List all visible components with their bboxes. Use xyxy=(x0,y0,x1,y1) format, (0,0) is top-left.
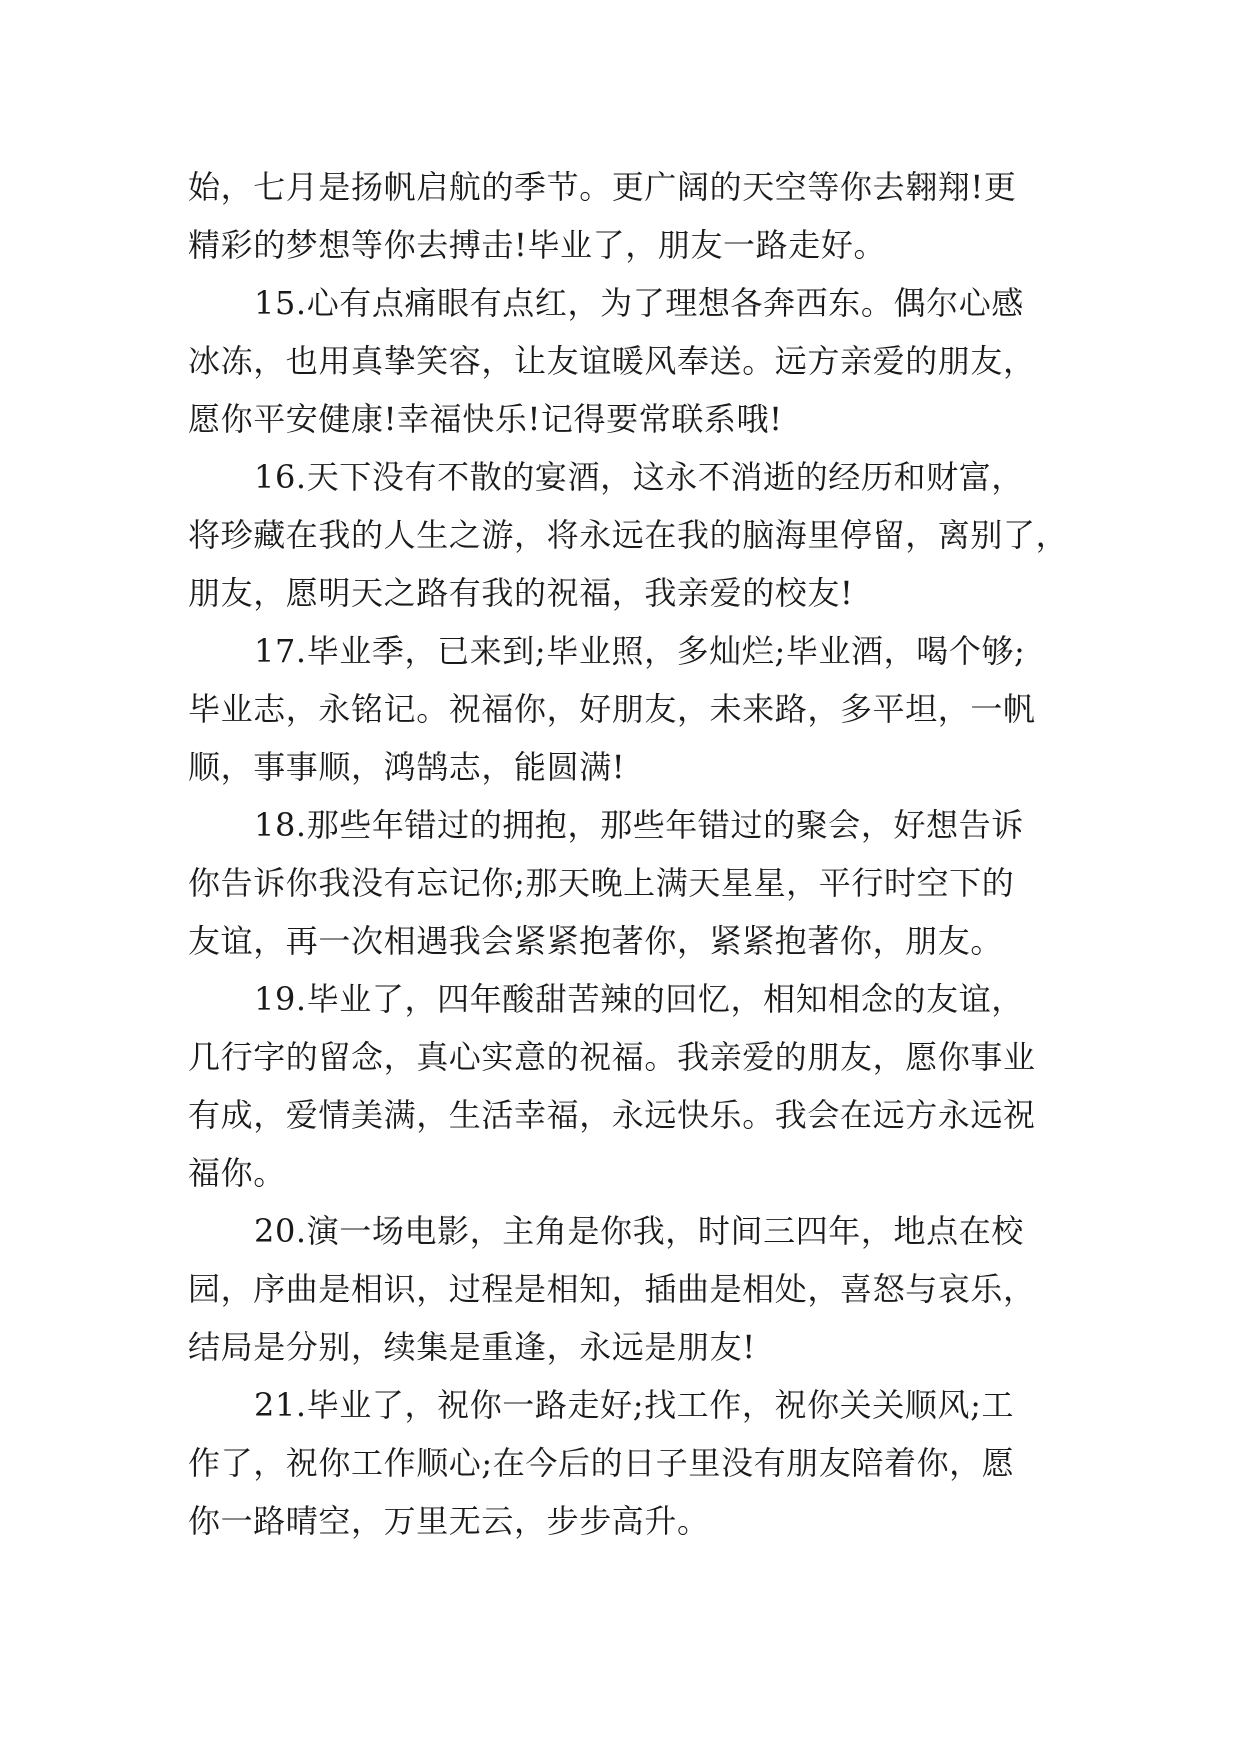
text-line: 始，七月是扬帆启航的季节。更广阔的天空等你去翱翔!更 xyxy=(188,168,1017,206)
text-line: 朋友，愿明天之路有我的祝福，我亲爱的校友! xyxy=(188,574,854,612)
text-line: 几行字的留念，真心实意的祝福。我亲爱的朋友，愿你事业 xyxy=(188,1038,1036,1076)
text-line: 18.那些年错过的拥抱，那些年错过的聚会，好想告诉 xyxy=(254,806,1024,844)
text-line: 结局是分别，续集是重逢，永远是朋友! xyxy=(188,1328,756,1366)
text-line: 冰冻，也用真挚笑容，让友谊暖风奉送。远方亲爱的朋友， xyxy=(188,342,1036,380)
text-line: 19.毕业了，四年酸甜苦辣的回忆，相知相念的友谊， xyxy=(254,980,1024,1018)
paragraph-17 xyxy=(188,622,1050,796)
text-line: 15.心有点痛眼有点红，为了理想各奔西东。偶尔心感 xyxy=(254,284,1024,322)
text-line: 17.毕业季，已来到;毕业照，多灿烂;毕业酒，喝个够; xyxy=(254,632,1026,670)
text-line: 友谊，再一次相遇我会紧紧抱著你，紧紧抱著你，朋友。 xyxy=(188,922,1004,960)
text-line: 顺，事事顺，鸿鹄志，能圆满! xyxy=(188,748,626,786)
paragraph-18 xyxy=(188,796,1050,970)
text-line: 21.毕业了，祝你一路走好;找工作，祝你关关顺风;工 xyxy=(254,1386,1015,1424)
text-line: 作了，祝你工作顺心;在今后的日子里没有朋友陪着你，愿 xyxy=(188,1444,1015,1482)
text-line: 福你。 xyxy=(188,1154,286,1192)
text-line: 你告诉你我没有忘记你;那天晚上满天星星，平行时空下的 xyxy=(188,864,1015,902)
text-line: 有成，爱情美满，生活幸福，永远快乐。我会在远方永远祝 xyxy=(188,1096,1036,1134)
text-line: 将珍藏在我的人生之游，将永远在我的脑海里停留，离别了， xyxy=(188,516,1069,554)
text-line: 愿你平安健康!幸福快乐!记得要常联系哦! xyxy=(188,400,783,438)
paragraph-19 xyxy=(188,970,1050,1202)
paragraph-16 xyxy=(188,448,1069,622)
paragraph-21 xyxy=(188,1376,1050,1550)
paragraph-14-continued xyxy=(188,158,1050,274)
text-line: 20.演一场电影，主角是你我，时间三四年，地点在校 xyxy=(254,1212,1024,1250)
text-line: 16.天下没有不散的宴酒，这永不消逝的经历和财富， xyxy=(254,458,1024,496)
text-line: 园，序曲是相识，过程是相知，插曲是相处，喜怒与哀乐， xyxy=(188,1270,1036,1308)
paragraph-20 xyxy=(188,1202,1050,1376)
document-body xyxy=(188,158,1069,1550)
text-line: 你一路晴空，万里无云，步步高升。 xyxy=(188,1502,710,1540)
paragraph-15 xyxy=(188,274,1050,448)
text-line: 精彩的梦想等你去搏击!毕业了，朋友一路走好。 xyxy=(188,226,887,264)
text-line: 毕业志，永铭记。祝福你，好朋友，未来路，多平坦，一帆 xyxy=(188,690,1036,728)
